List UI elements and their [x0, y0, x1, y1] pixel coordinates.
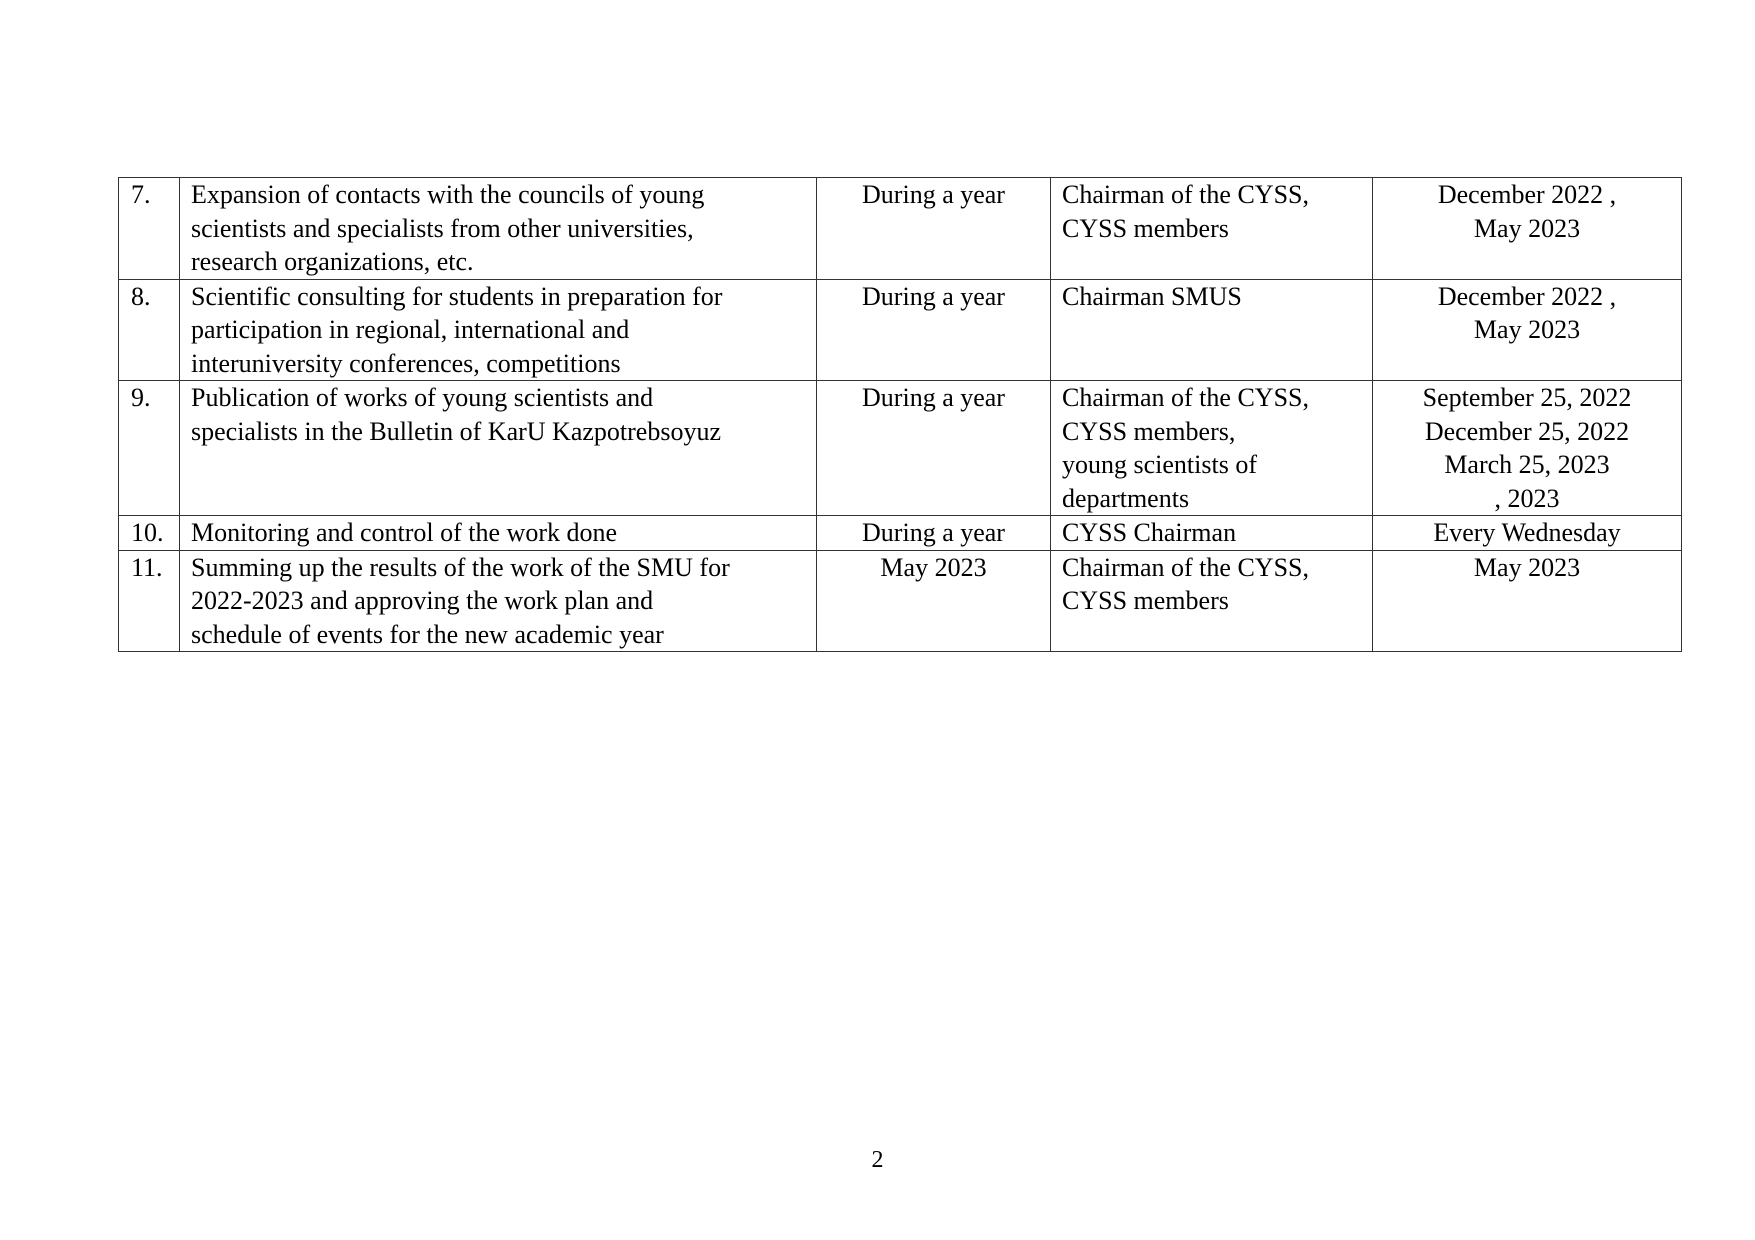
- responsible-cell: [1051, 279, 1373, 381]
- activity-line: Publication of works of young scientists and: [191, 383, 654, 412]
- responsible-line: Chairman of the CYSS,: [1062, 383, 1309, 412]
- table-row: [119, 279, 1682, 381]
- activity-line: participation in regional, international and: [191, 315, 630, 344]
- row-number-cell: [119, 381, 180, 516]
- responsible-line: Chairman of the CYSS,: [1062, 552, 1309, 582]
- activity-line: interuniversity conferences, competitions: [191, 348, 621, 378]
- table-row: [119, 178, 1682, 280]
- responsible-line: Chairman of the CYSS,: [1062, 180, 1309, 209]
- row-number: 10.: [131, 518, 164, 547]
- deadline-cell: [1373, 381, 1682, 516]
- row-number-cell: [119, 178, 180, 280]
- deadline-cell: [1373, 550, 1682, 652]
- activity-line: Summing up the results of the work of the SMU for: [191, 552, 730, 582]
- row-number: 7.: [131, 180, 151, 209]
- activity-line: Monitoring and control of the work done: [191, 518, 618, 547]
- timing-cell: [817, 178, 1051, 280]
- activity-line: Expansion of contacts with the councils of young: [191, 180, 705, 209]
- deadline-line: December 25, 2022: [1424, 416, 1630, 446]
- timing-line: During a year: [862, 383, 1005, 412]
- deadline-line: May 2023: [1473, 213, 1581, 243]
- responsible-line: CYSS Chairman: [1062, 518, 1237, 547]
- deadline-cell: [1373, 516, 1682, 551]
- activity-line: schedule of events for the new academic year: [191, 619, 664, 649]
- activity-cell: [180, 279, 817, 381]
- responsible-cell: [1051, 178, 1373, 280]
- deadline-line: May 2023: [1473, 552, 1581, 582]
- responsible-cell: [1051, 550, 1373, 652]
- table-row: [119, 550, 1682, 652]
- timing-line: During a year: [862, 180, 1005, 209]
- activity-line: Scientific consulting for students in preparation for: [191, 281, 723, 311]
- timing-cell: [817, 550, 1051, 652]
- responsible-cell: [1051, 381, 1373, 516]
- activity-cell: [180, 550, 817, 652]
- responsible-line: CYSS members: [1062, 213, 1229, 243]
- timing-line: During a year: [862, 281, 1005, 311]
- timing-cell: [817, 381, 1051, 516]
- activity-line: research organizations, etc.: [191, 247, 474, 276]
- timing-cell: [817, 279, 1051, 381]
- responsible-cell: [1051, 516, 1373, 551]
- deadline-line: December 2022 ,: [1437, 281, 1617, 311]
- timing-line: May 2023: [880, 552, 987, 582]
- activity-line: scientists and specialists from other universities,: [191, 213, 694, 243]
- responsible-line: CYSS members,: [1062, 416, 1236, 446]
- row-number-cell: [119, 516, 180, 551]
- deadline-line: Every Wednesday: [1433, 518, 1621, 547]
- activity-cell: [180, 381, 817, 516]
- row-number: 11.: [131, 552, 163, 582]
- deadline-cell: [1373, 178, 1682, 280]
- row-number: 8.: [131, 281, 151, 311]
- activity-cell: [180, 178, 817, 280]
- deadline-line: March 25, 2023: [1444, 450, 1610, 479]
- responsible-line: young scientists of: [1062, 450, 1257, 479]
- deadline-line: December 2022 ,: [1437, 180, 1617, 209]
- responsible-line: CYSS members: [1062, 586, 1229, 615]
- activity-line: specialists in the Bulletin of KarU Kazpotrebsoyuz: [191, 416, 721, 446]
- table-row: [119, 516, 1682, 551]
- timing-line: During a year: [862, 518, 1005, 547]
- row-number-cell: [119, 279, 180, 381]
- responsible-line: departments: [1062, 483, 1190, 513]
- deadline-line: , 2023: [1494, 483, 1560, 513]
- activity-cell: [180, 516, 817, 551]
- table-row: [119, 381, 1682, 516]
- row-number-cell: [119, 550, 180, 652]
- activity-line: 2022-2023 and approving the work plan and: [191, 586, 654, 615]
- timing-cell: [817, 516, 1051, 551]
- responsible-line: Chairman SMUS: [1062, 281, 1242, 311]
- work-plan-table: [118, 177, 1682, 652]
- deadline-line: September 25, 2022: [1422, 383, 1632, 412]
- page-number: 2: [871, 1147, 884, 1173]
- deadline-cell: [1373, 279, 1682, 381]
- deadline-line: May 2023: [1473, 315, 1581, 344]
- row-number: 9.: [131, 383, 151, 412]
